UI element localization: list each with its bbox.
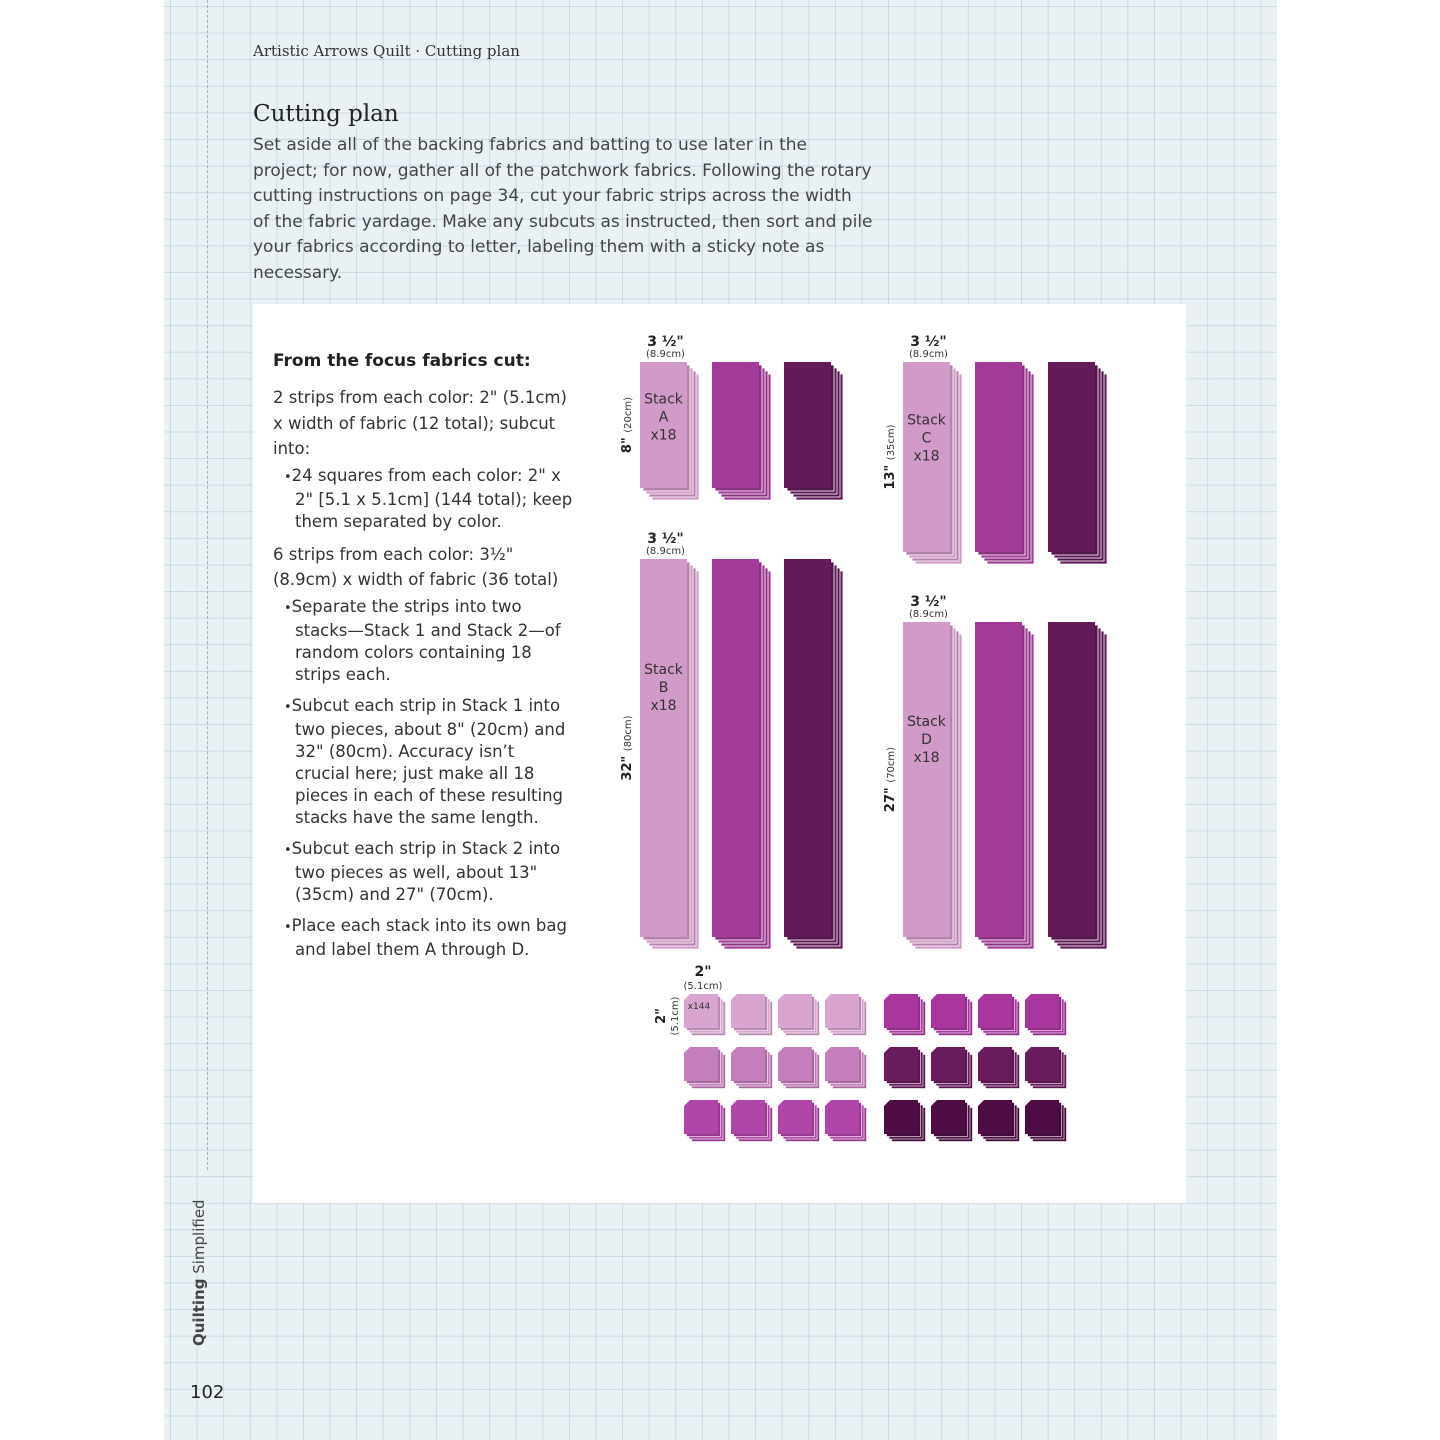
fabric-square [825,1100,859,1134]
stack-label-letter: C [921,430,932,447]
fabric-square [931,1100,965,1134]
stack-C-strip [975,362,1022,552]
instructions-heading: From the focus fabrics cut: [273,351,531,371]
stack-B-strip [712,559,759,937]
fabric-square [731,1047,765,1081]
stack-D-strip [903,622,950,937]
book-title-side-label [190,1199,208,1346]
fabric-square [884,1047,918,1081]
fabric-square [684,1100,718,1134]
fabric-square [884,994,918,1028]
square-height-cm-label: (5.1cm) [670,996,681,1036]
stack-B-strip [640,559,687,937]
stack-A-strip [712,362,759,488]
square-width-label: 2" [694,964,712,980]
stack-label: Stack [907,713,946,730]
stack-label-count: x18 [650,427,677,444]
fabric-square [978,994,1012,1028]
cutting-plan-panel [253,304,1186,1203]
book-page [164,0,1277,1440]
page-title: Cutting plan [253,101,399,127]
fabric-square [931,994,965,1028]
strip-width-cm-label: (8.9cm) [646,349,685,360]
stack-label-count: x18 [650,698,677,714]
stack-label-letter: D [921,731,932,748]
fabric-square [1025,1047,1059,1081]
strip-width-cm-label: (8.9cm) [646,546,685,557]
fabric-square [1025,994,1059,1028]
fabric-square [978,1100,1012,1134]
strip-width-label: 3 ½" [647,531,684,547]
square-count-label: x144 [687,1002,711,1012]
strip-width-label: 3 ½" [910,334,947,350]
fabric-square [978,1047,1012,1081]
strip-width-cm-label: (8.9cm) [909,609,948,620]
cutting-diagram [253,304,1186,1203]
fabric-square [778,994,812,1028]
list-item: • Separate the strips into two stacks—Stack 1 and Stack 2—of random colors containing 18 strips each. [284,596,573,686]
fabric-square [884,1100,918,1134]
strip-length-label: 13" (35cm) [883,424,898,490]
fabric-square [684,1047,718,1081]
running-head: Artistic Arrows Quilt · Cutting plan [253,42,520,60]
fabric-square [778,1100,812,1134]
stack-label: Stack [644,662,683,678]
strip-width-label: 3 ½" [910,594,947,610]
fabric-square [731,1100,765,1134]
instruction-step-strips: 6 strips from each color: 3½" (8.9cm) x width of fabric (36 total) [273,544,559,589]
fabric-square [825,994,859,1028]
fabric-square [931,1047,965,1081]
stack-label-count: x18 [913,448,940,465]
strip-length-label: 32" (80cm) [620,715,635,781]
stack-label-count: x18 [913,749,940,766]
page-number: 102 [190,1382,225,1403]
side-label-regular: Simplified [190,1199,208,1279]
fabric-square [778,1047,812,1081]
list-item: • 24 squares from each color: 2" x 2" [5.1 x 5.1cm] (144 total); keep them separated by color. [284,465,573,533]
stack-B-strip [784,559,831,937]
binding-dashed-line [207,0,208,1170]
strip-width-label: 3 ½" [647,334,684,350]
square-height-label: 2" [654,1008,669,1024]
fabric-square [1025,1100,1059,1134]
stack-label-letter: B [658,680,669,696]
list-item: • Subcut each strip in Stack 1 into two pieces, about 8" (20cm) and 32" (80cm). Accuracy isn’t crucial here; just make all 18 pieces in each of these resulting stacks have the same length. [284,695,573,829]
stack-C-strip [1048,362,1095,552]
side-label-bold: Quilting [190,1278,208,1346]
stack-A-strip [784,362,831,488]
fabric-square [731,994,765,1028]
strip-width-cm-label: (8.9cm) [909,349,948,360]
instruction-step-squares: 2 strips from each color: 2" (5.1cm) x width of fabric (12 total); subcut into: [273,388,567,458]
intro-paragraph: Set aside all of the backing fabrics and batting to use later in the project; for now, gather all of the patchwork fabrics. Following the rotary cutting instructions on page 34, cut your fabric strips across the width of the fabric yardage. Make any subcuts as instructed, then sort and pile your fabrics according to letter, labeling them with a sticky note as necessary. [253,135,873,283]
stack-D-strip [1048,622,1095,937]
stack-D-strip [975,622,1022,937]
fabric-square [825,1047,859,1081]
stack-label: Stack [907,412,946,429]
stack-label-letter: A [658,409,669,426]
list-item: • Place each stack into its own bag and label them A through D. [284,915,573,961]
stack-label: Stack [644,391,683,408]
strip-length-label: 27" (70cm) [883,746,898,813]
square-width-cm-label: (5.1cm) [683,981,723,992]
list-item: • Subcut each strip in Stack 2 into two pieces as well, about 13" (35cm) and 27" (70cm). [284,838,573,906]
strip-length-label: 8" (20cm) [620,396,635,454]
